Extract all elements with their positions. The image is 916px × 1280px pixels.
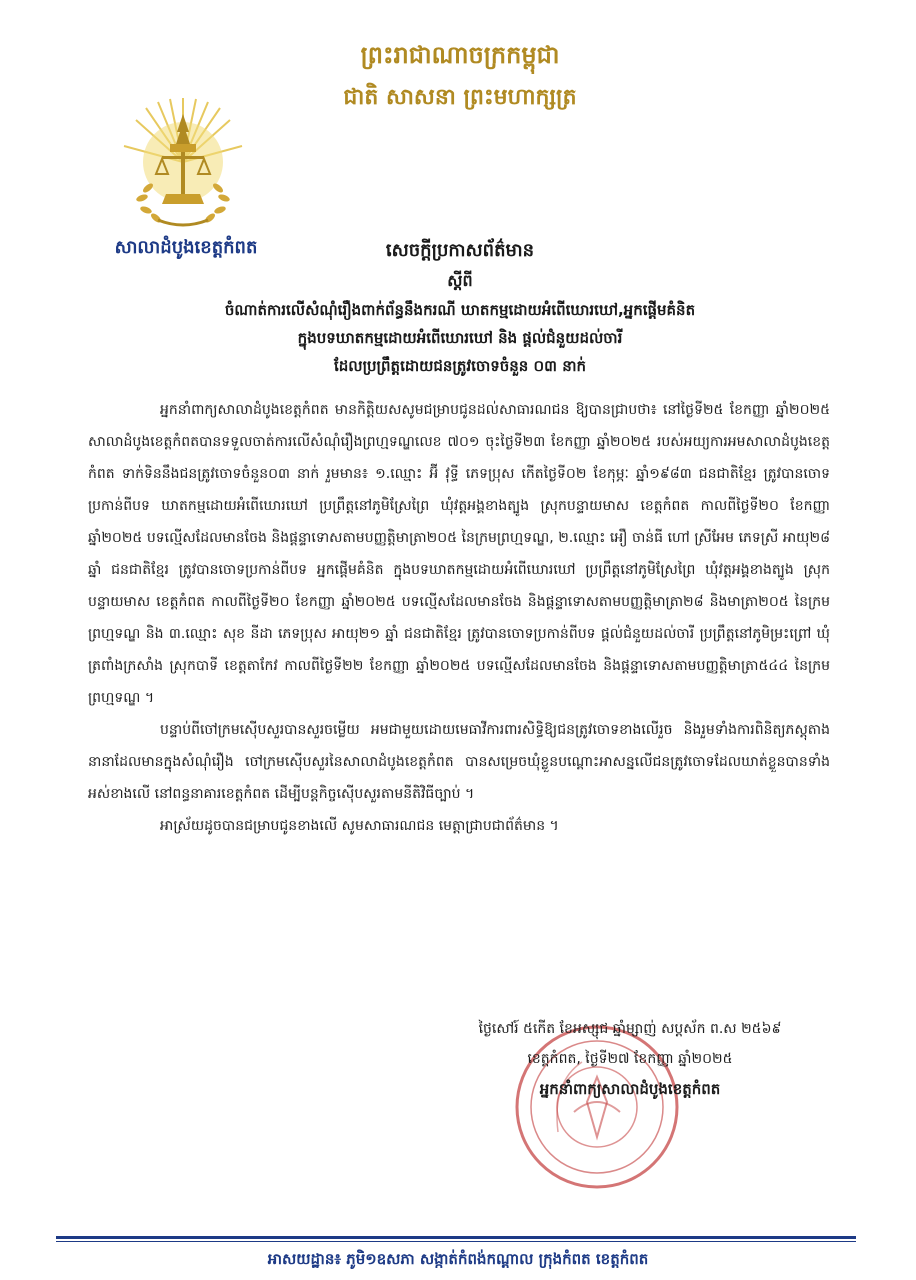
signature-block	[420, 1014, 840, 1104]
announcement-titles	[90, 236, 830, 380]
subject-line-2: ក្នុងបទឃាតកម្មដោយអំពើឃោរឃៅ និង ផ្តល់ជំនួយដល់ចារី	[297, 329, 623, 347]
lunar-date: ថ្ងៃសៅរ៍ ៥កើត ខែអស្សុជ ឆ្នាំម្សាញ់ សប្តស័ក ព.ស ២៥៦៩	[478, 1021, 782, 1037]
issuing-court-name: សាលាដំបូងខេត្តកំពត	[114, 237, 258, 258]
subject-label: ស្តីពី	[447, 271, 473, 290]
subject-line-3: ដែលប្រព្រឹត្តដោយជនត្រូវចោទចំនួន ០៣ នាក់	[334, 357, 586, 375]
national-motto: ជាតិ សាសនា ព្រះមហាក្សត្រ	[343, 84, 577, 110]
body-paragraph-3: អាស្រ័យដូចបានជម្រាបជូនខាងលើ សូមសាធារណជន មេត្តាជ្រាបជាព័ត៌មាន ។	[160, 818, 559, 834]
announcement-body	[88, 394, 830, 842]
body-paragraph-1: អ្នកនាំពាក្យសាលាដំបូងខេត្តកំពត មានកិត្តិយសសូមជម្រាបជូនដល់សាធារណជន ឱ្យបានជ្រាបថា៖ នៅថ្ងៃទី២៥ ខែកញ្ញា ឆ្នាំ២០២៥ សាលាដំបូងខេត្តកំពតបានទទួលចាត់ការលើសំណុំរឿងព្រហ្មទណ្ឌលេខ ៧០១ ចុះថ្ងៃទី២៣ ខែកញ្ញា ឆ្នាំ២០២៥ របស់អយ្យការអមសាលាដំបូងខេត្តកំពត ទាក់ទិននឹងជនត្រូវចោទចំនួន០៣ នាក់ រួមមាន៖ ១.ឈ្មោះ អ៊ី វុទ្ធី ភេទប្រុស កើតថ្ងៃទី០២ ខែកុម្ភៈ ឆ្នាំ១៩៨៣ ជនជាតិខ្មែរ ត្រូវបានចោទប្រកាន់ពីបទ ឃាតកម្មដោយអំពើឃោរឃៅ ប្រព្រឹត្តនៅភូមិស្រែព្រៃ ឃុំវត្តអង្គខាងត្បូង ស្រុកបន្ទាយមាស ខេត្តកំពត កាលពីថ្ងៃទី២០ ខែកញ្ញា ឆ្នាំ២០២៥ បទល្មើសដែលមានចែង និងផ្តន្ទាទោសតាមបញ្ញត្តិមាត្រា២០៥ នៃក្រមព្រហ្មទណ្ឌ, ២.ឈ្មោះ អឿ ចាន់ធី ហៅ ស្រីអែម ភេទស្រី អាយុ២៨ ឆ្នាំ ជនជាតិខ្មែរ ត្រូវបានចោទប្រកាន់ពីបទ អ្នកផ្តើមគំនិត ក្នុងបទឃាតកម្មដោយអំពើឃោរឃៅ ប្រព្រឹត្តនៅភូមិស្រែព្រៃ ឃុំវត្តអង្គខាងត្បូង ស្រុកបន្ទាយមាស ខេត្តកំពត កាលពីថ្ងៃទី២០ ខែកញ្ញា ឆ្នាំ២០២៥ បទល្មើសដែលមានចែង និងផ្តន្ទាទោសតាមបញ្ញត្តិមាត្រា២៨ និងមាត្រា២០៥ នៃក្រមព្រហ្មទណ្ឌ និង ៣.ឈ្មោះ សុខ នីដា ភេទប្រុស អាយុ២១ ឆ្នាំ ជនជាតិខ្មែរ ត្រូវបានចោទប្រកាន់ពីបទ ផ្តល់ជំនួយដល់ចារី ប្រព្រឹត្តនៅភូមិម្រះព្រៅ ឃុំត្រពាំងក្រសាំង ស្រុកបាទី ខេត្តតាកែវ កាលពីថ្ងៃទី២២ ខែកញ្ញា ឆ្នាំ២០២៥ បទល្មើសដែលមានចែង និងផ្តន្ទាទោសតាមបញ្ញត្តិមាត្រា៥៤៤ នៃក្រមព្រហ្មទណ្ឌ ។	[88, 402, 830, 706]
subject-line-1: ចំណាត់ការលើសំណុំរឿងពាក់ព័ន្ធនឹងករណី ឃាតកម្មដោយអំពើឃោរឃៅ,អ្នកផ្តើមគំនិត	[224, 301, 696, 319]
signer-title: អ្នកនាំពាក្យសាលាដំបូងខេត្តកំពត	[539, 1080, 721, 1098]
court-emblem-icon	[118, 92, 248, 232]
footer-address: អាសយដ្ឋាន៖ ភូមិ១ឧសភា សង្កាត់កំពង់កណ្តាល ក្រុងកំពត ខេត្តកំពត	[267, 1250, 649, 1268]
body-paragraph-2: បន្ទាប់ពីចៅក្រមស៊ើបសួរបានសួរចម្លើយ អមជាមួយដោយមេធាវីការពារសិទ្ធិឱ្យជនត្រូវចោទខាងលើរួច និងរួមទាំងការពិនិត្យភស្តុតាងនានាដែលមានក្នុងសំណុំរឿង ចៅក្រមស៊ើបសួរនៃសាលាដំបូងខេត្តកំពត បានសម្រេចឃុំខ្លួនបណ្តោះអាសន្នលើជនត្រូវចោទដែលឃាត់ខ្លួនបានទាំងអស់ខាងលើ នៅពន្ធនាគារខេត្តកំពត ដើម្បីបន្តកិច្ចស៊ើបសួរតាមនីតិវិធីច្បាប់ ។	[88, 722, 830, 802]
place-and-date: ខេត្តកំពត, ថ្ងៃទី២៧ ខែកញ្ញា ឆ្នាំ២០២៥	[527, 1051, 733, 1067]
announcement-title: សេចក្តីប្រកាសព័ត៌មាន	[385, 240, 535, 261]
footer-divider-thin	[56, 1241, 856, 1242]
kingdom-name: ព្រះរាជាណាចក្រកម្ពុជា	[360, 40, 560, 69]
kingdom-header	[300, 38, 620, 114]
footer-divider-thick	[56, 1236, 856, 1239]
